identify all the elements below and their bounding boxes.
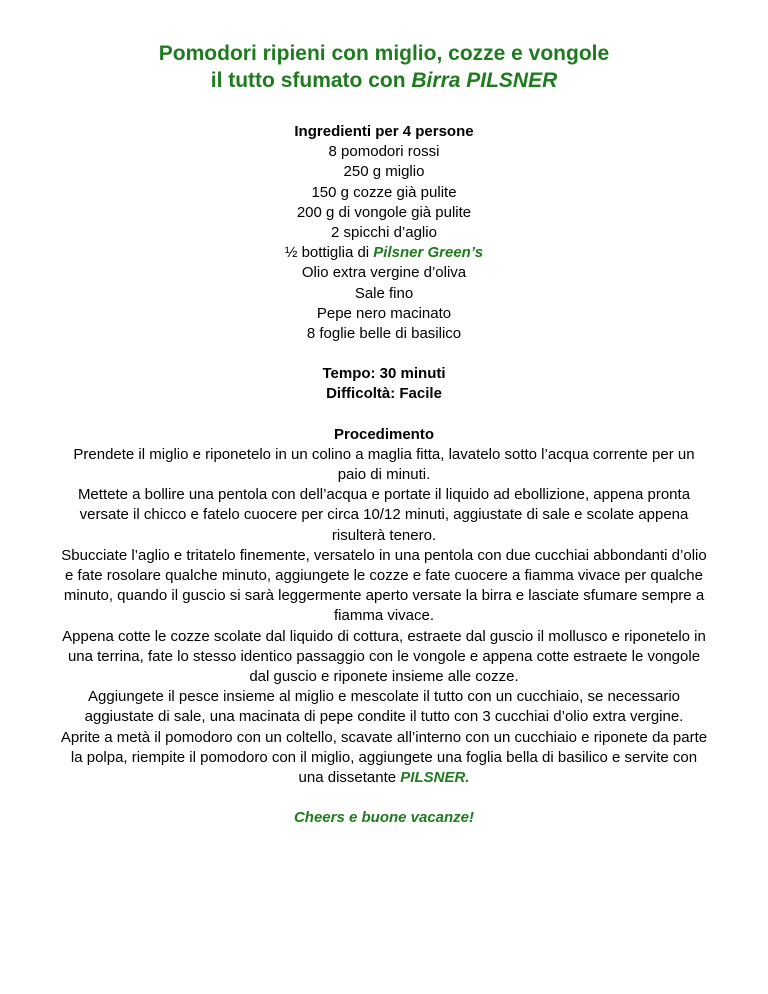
ingredient-item: 2 spicchi d’aglio: [331, 224, 437, 242]
title-line-1: Pomodori ripieni con miglio, cozze e vongole: [158, 42, 610, 65]
title-line-2-prefix: il tutto sfumato con: [210, 69, 412, 92]
title-beer-name: Birra PILSNER: [411, 69, 558, 92]
difficulty-label: Difficoltà: Facile: [326, 385, 442, 403]
procedure-last-text: Aprite a metà il pomodoro con un coltello, scavate all’interno con un cucchiaio e riponete da parte la polpa, riempite il pomodoro con il miglio, aggiungete una foglia bella di basilico e servite con una dissetante: [60, 728, 708, 787]
ingredient-item: 200 g di vongole già pulite: [296, 203, 472, 221]
procedure-step-last: [60, 728, 708, 789]
ingredient-beer-name: Pilsner Green’s: [373, 244, 484, 262]
time-label: Tempo: 30 minuti: [322, 365, 446, 383]
ingredient-item: Pepe nero macinato: [316, 304, 452, 322]
procedure-step: Mettete a bollire una pentola con dell’acqua e portate il liquido ad ebollizione, appena pronta versate il chicco e fatelo cuocere per circa 10/12 minuti, aggiustate di sale e scolate appena risulterà tenero.: [77, 486, 691, 544]
procedure-text: [40, 445, 728, 788]
ingredient-item: 8 foglie belle di basilico: [306, 325, 462, 343]
procedure-step: Aggiungete il pesce insieme al miglio e mescolate il tutto con un cucchiaio, se necessario aggiustate di sale, una macinata di pepe condite il tutto con 3 cucchiai d’olio extra vergine.: [84, 688, 684, 726]
ingredients-heading: Ingredienti per 4 persone: [294, 123, 474, 140]
ingredients-section: [40, 122, 728, 344]
ingredient-item: Sale fino: [354, 284, 414, 302]
ingredient-item: Olio extra vergine d’oliva: [301, 264, 467, 282]
ingredient-item: 8 pomodori rossi: [328, 143, 440, 161]
ingredient-item-beer: [40, 243, 728, 263]
recipe-meta: [40, 364, 728, 404]
procedure-section: [40, 425, 728, 789]
ingredients-list: [40, 142, 728, 344]
procedure-step: Sbucciate l’aglio e tritatelo finemente, versatelo in una pentola con due cucchiai abbondanti d’olio e fate rosolare qualche minuto, aggiungete le cozze e fate cuocere a fiamma vivace per qualche minuto, quando il guscio si sarà leggermente aperto versate la birra e lasciate sfumare sempre a fiamma vivace.: [61, 546, 707, 625]
procedure-heading: Procedimento: [333, 425, 435, 443]
title-line-2: [40, 67, 728, 94]
recipe-title: [40, 40, 728, 94]
procedure-step: Appena cotte le cozze scolate dal liquido di cottura, estraete dal guscio il mollusco e riponetelo in una terrina, fate lo stesso identico passaggio con le vongole e appena cotte estraete le vongole dal guscio e riponete insieme alle cozze.: [62, 627, 706, 686]
procedure-step: Prendete il miglio e riponetelo in un colino a maglia fitta, lavatelo sotto l’acqua corrente per un paio di minuti.: [73, 445, 695, 484]
ingredient-item: 250 g miglio: [343, 163, 425, 181]
procedure-beer-emphasis: PILSNER.: [400, 769, 470, 787]
ingredient-item: 150 g cozze già pulite: [311, 183, 457, 201]
ingredient-beer-prefix: ½ bottiglia di: [284, 244, 374, 262]
closing-line: Cheers e buone vacanze!: [293, 809, 475, 827]
